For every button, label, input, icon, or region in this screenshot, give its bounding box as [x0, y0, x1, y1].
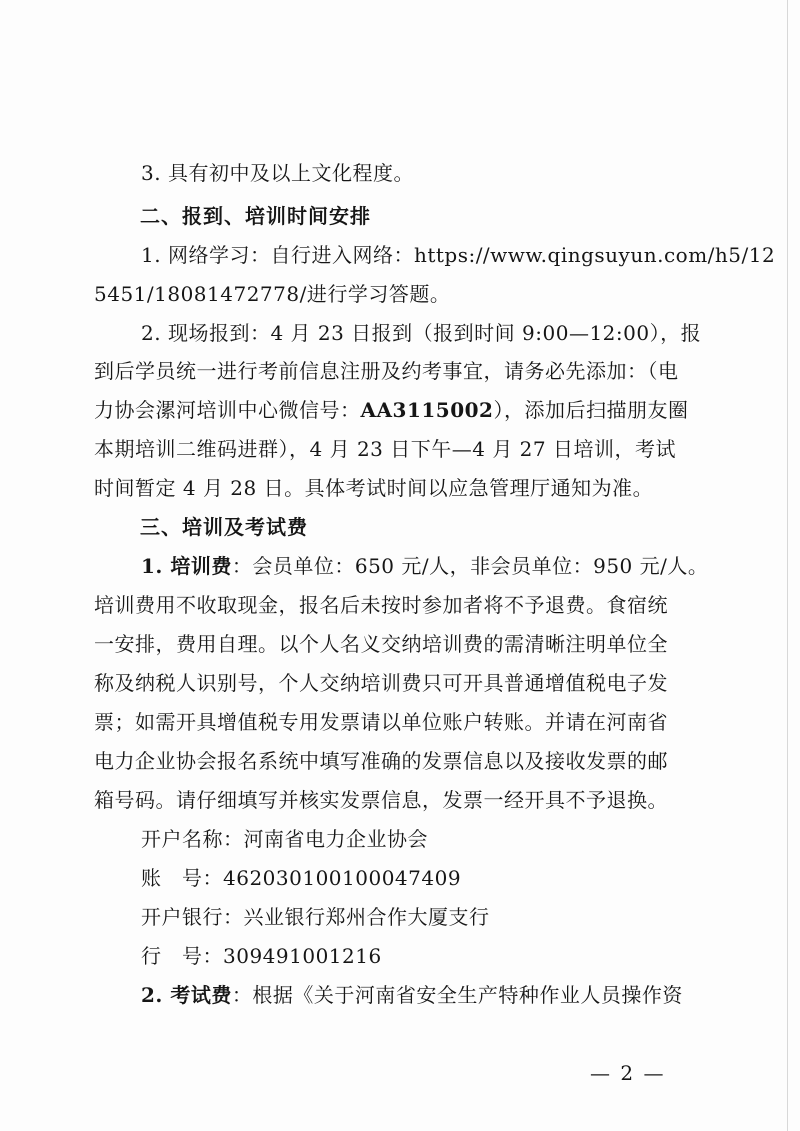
text-line-fee-policy-3: 称及纳税人识别号，个人交纳培训费只可开具普通增值税电子发	[94, 671, 668, 695]
text-line-wechat	[94, 397, 688, 423]
bank-code: 行 号：309491001216	[141, 944, 382, 968]
account-name: 开户名称：河南省电力企业协会	[141, 827, 428, 851]
text-line-registration: 到后学员统一进行考前信息注册及约考事宜，请务必先添加：（电	[94, 359, 679, 383]
text-line-fee-policy-5: 电力企业协会报名系统中填写准确的发票信息以及接收发票的邮	[94, 749, 668, 773]
training-fee-label: 1. 培训费	[141, 554, 232, 578]
account-number: 账 号：462030100100047409	[141, 866, 462, 890]
text-line-exam-date: 时间暂定 4 月 28 日。具体考试时间以应急管理厅通知为准。	[94, 476, 654, 500]
wechat-after: ），添加后扫描朋友圈	[493, 398, 689, 422]
account-bank: 开户银行：兴业银行郑州合作大厦支行	[141, 905, 490, 929]
text-line-online-study: 1. 网络学习：自行进入网络：https://www.qingsuyun.com/h5/12	[141, 243, 776, 267]
text-line-online-study-cont: 5451/18081472778/进行学习答题。	[94, 282, 451, 306]
exam-fee-detail: ：根据《关于河南省安全生产特种作业人员操作资	[231, 983, 683, 1007]
training-fee-detail: ：会员单位：650 元/人，非会员单位：950 元/人。	[231, 554, 709, 578]
text-line-exam-fee	[141, 982, 683, 1008]
exam-fee-label: 2. 考试费	[141, 983, 232, 1007]
section-heading-fees: 三、培训及考试费	[140, 515, 308, 539]
text-line-fee-policy-4: 票；如需开具增值税专用发票请以单位账户转账。并请在河南省	[94, 710, 668, 734]
text-line-education: 3. 具有初中及以上文化程度。	[141, 161, 414, 185]
text-line-fee-policy-1: 培训费用不收取现金，报名后未按时参加者将不予退费。食宿统	[94, 593, 668, 617]
wechat-label: 力协会漯河培训中心微信号：	[94, 398, 361, 422]
wechat-id: AA3115002	[360, 398, 494, 422]
text-line-training-fee	[141, 553, 708, 579]
text-line-training-dates: 本期培训二维码进群），4 月 23 日下午—4 月 27 日培训，考试	[94, 437, 676, 461]
page-edge-line	[787, 0, 788, 1131]
page-number: — 2 —	[590, 1061, 666, 1085]
text-line-fee-policy-2: 一安排，费用自理。以个人名义交纳培训费的需清晰注明单位全	[94, 632, 668, 656]
text-line-fee-policy-6: 箱号码。请仔细填写并核实发票信息，发票一经开具不予退换。	[94, 788, 668, 812]
text-line-onsite-checkin: 2. 现场报到：4 月 23 日报到（报到时间 9:00—12:00），报	[141, 321, 702, 345]
section-heading-schedule: 二、报到、培训时间安排	[140, 204, 371, 228]
